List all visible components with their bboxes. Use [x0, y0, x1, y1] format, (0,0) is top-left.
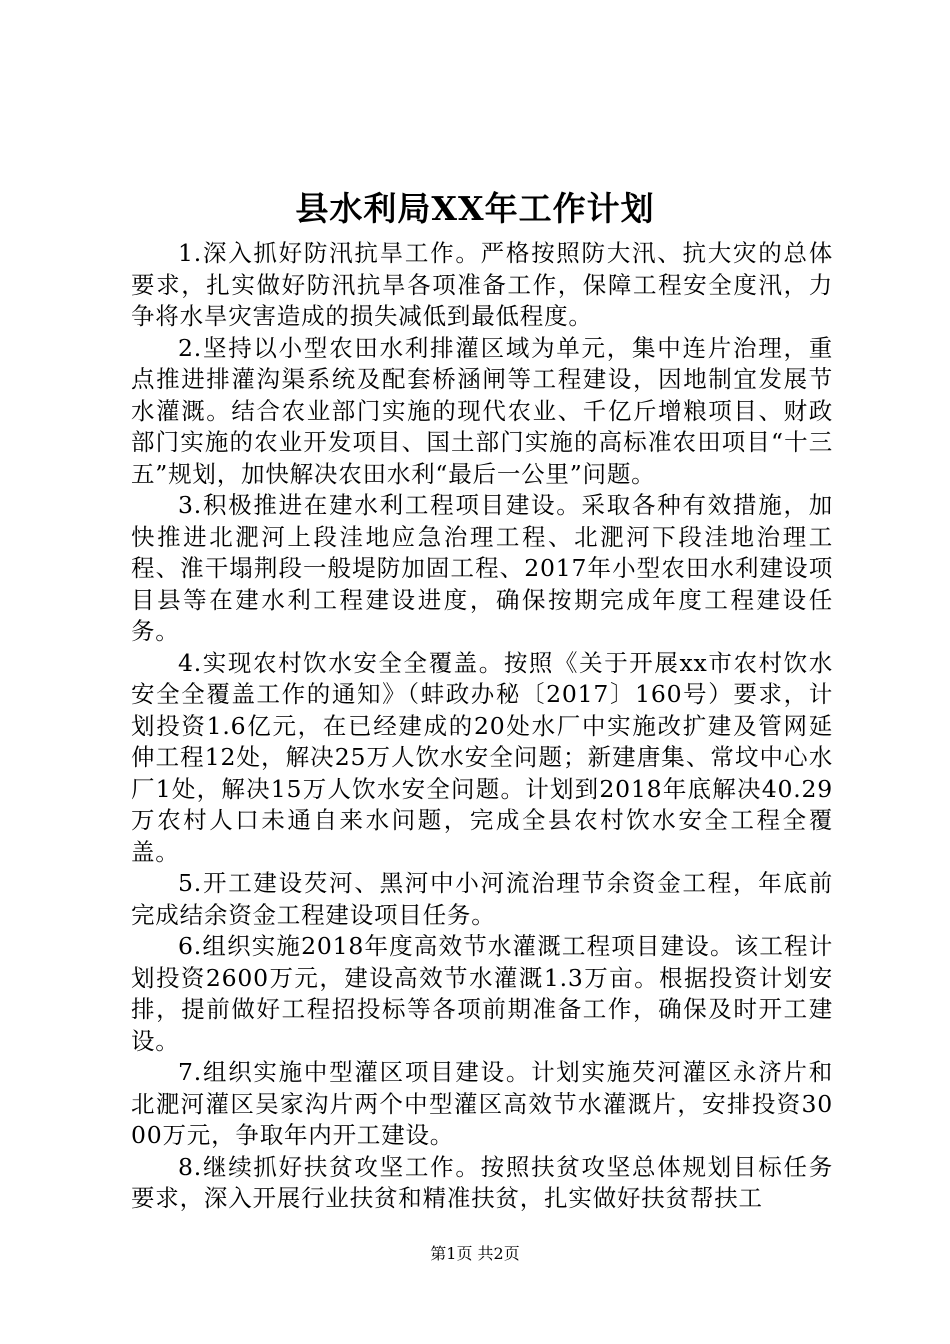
- paragraph-6: 6.组织实施2018年度高效节水灌溉工程项目建设。该工程计划投资2600万元，建设高效节水灌溉1.3万亩。根据投资计划安排，提前做好工程招投标等各项前期准备工作，确保及时开工建设。: [131, 932, 833, 1055]
- paragraph-1: 1.深入抓好防汛抗旱工作。严格按照防大汛、抗大灾的总体要求，扎实做好防汛抗旱各项准备工作，保障工程安全度汛，力争将水旱灾害造成的损失减低到最低程度。: [131, 239, 833, 330]
- paragraph-3: 3.积极推进在建水利工程项目建设。采取各种有效措施，加快推进北淝河上段洼地应急治理工程、北淝河下段洼地治理工程、淮干塌荆段一般堤防加固工程、2017年小型农田水利建设项目县等在建水利工程建设进度，确保按期完成年度工程建设任务。: [131, 491, 833, 645]
- paragraph-8: 8.继续抓好扶贫攻坚工作。按照扶贫攻坚总体规划目标任务要求，深入开展行业扶贫和精准扶贫，扎实做好扶贫帮扶工: [131, 1152, 833, 1212]
- paragraph-2: 2.坚持以小型农田水利排灌区域为单元，集中连片治理，重点推进排灌沟渠系统及配套桥涵闸等工程建设，因地制宜发展节水灌溉。结合农业部门实施的现代农业、千亿斤增粮项目、财政部门实施的农业开发项目、国土部门实施的高标准农田项目“十三五”规划，加快解决农田水利“最后一公里”问题。: [131, 333, 833, 488]
- document-title: 县水利局XX年工作计划: [295, 189, 655, 228]
- paragraph-7: 7.组织实施中型灌区项目建设。计划实施芡河灌区永济片和北淝河灌区吴家沟片两个中型灌区高效节水灌溉片，安排投资3000万元，争取年内开工建设。: [131, 1058, 833, 1149]
- page-footer: 第1页 共2页: [430, 1244, 520, 1263]
- document-body: [131, 238, 833, 1215]
- paragraph-5: 5.开工建设芡河、黑河中小河流治理节余资金工程，年底前完成结余资金工程建设项目任务。: [131, 869, 833, 929]
- paragraph-4: 4.实现农村饮水安全全覆盖。按照《关于开展xx市农村饮水安全全覆盖工作的通知》（蚌政办秘〔2017〕160号）要求，计划投资1.6亿元，在已经建成的20处水厂中实施改扩建及管网延伸工程12处，解决25万人饮水安全问题；新建唐集、常坟中心水厂1处，解决15万人饮水安全问题。计划到2018年底解决40.29万农村人口未通自来水问题，完成全县农村饮水安全工程全覆盖。: [131, 648, 833, 866]
